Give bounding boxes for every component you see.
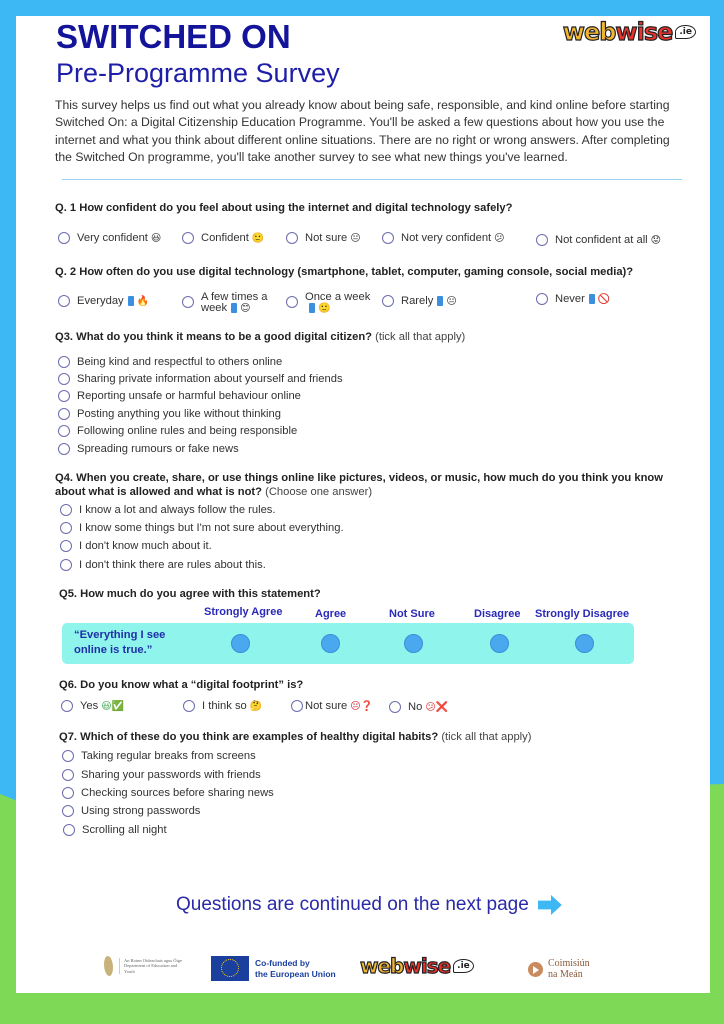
option-label: Posting anything you like without thinking [77, 408, 281, 420]
radio-button[interactable] [62, 805, 74, 817]
q7-option[interactable] [62, 750, 256, 762]
question-text: Q4. When you create, share, or use things online like pictures, videos, or music, how much do you think you know about what is allowed and what is not? [55, 472, 663, 498]
radio-button[interactable] [58, 390, 70, 402]
eu-text-line-2: the European Union [255, 968, 336, 979]
option-label: Spreading rumours or fake news [77, 443, 239, 455]
question-6: Q6. Do you know what a “digital footprint” is? [59, 679, 304, 691]
logo-part-wise: wise [615, 18, 673, 46]
radio-button[interactable] [382, 232, 394, 244]
option-label: Rarely [401, 295, 434, 307]
divider [62, 179, 682, 180]
logo-suffix: .ie [453, 959, 474, 973]
question-5: Q5. How much do you agree with this statement? [59, 588, 321, 600]
question-1: Q. 1 How confident do you feel about using the internet and digital technology safely? [55, 202, 513, 214]
option-label: Not confident at all [555, 234, 648, 246]
option-label: Checking sources before sharing news [81, 787, 274, 799]
q6-option-yes[interactable] [61, 700, 124, 712]
q4-option[interactable] [60, 540, 212, 552]
q4-option[interactable] [60, 559, 266, 571]
q3-option[interactable] [58, 408, 281, 420]
coimisiun-logo [528, 958, 590, 980]
option-label: Scrolling all night [82, 824, 167, 836]
scale-header-not-sure: Not Sure [389, 608, 435, 620]
question-hint: (Choose one answer) [265, 486, 373, 498]
question-7 [59, 731, 531, 743]
radio-button[interactable] [58, 356, 70, 368]
logo-suffix: .ie [675, 25, 696, 39]
radio-button[interactable] [182, 296, 194, 308]
radio-button[interactable] [58, 425, 70, 437]
option-label: I don't know much about it. [79, 540, 212, 552]
statement-text: “Everything I see online is true.” [74, 629, 166, 656]
option-label: I know a lot and always follow the rules. [79, 504, 276, 516]
radio-button[interactable] [61, 700, 73, 712]
question-2: Q. 2 How often do you use digital technology (smartphone, tablet, computer, gaming console, social media)? [55, 266, 634, 278]
radio-button[interactable] [58, 232, 70, 244]
question-text: Q3. What do you think it means to be a good digital citizen? [55, 331, 372, 343]
radio-button[interactable] [183, 700, 195, 712]
option-label: Taking regular breaks from screens [81, 750, 256, 762]
option-label: No [408, 701, 423, 713]
confused-face-icon: 😕 [494, 232, 505, 244]
scale-header-disagree: Disagree [474, 608, 521, 620]
q6-option-i-think-so[interactable] [183, 700, 262, 712]
q6-option-no[interactable] [389, 701, 448, 713]
eu-logo [211, 956, 336, 981]
logo-part-web: web [562, 18, 616, 46]
worried-face-icon: 😟 [650, 234, 662, 246]
radio-button[interactable] [60, 504, 72, 516]
coimisiun-text [548, 958, 590, 980]
likert-option-strongly-disagree[interactable] [575, 634, 594, 653]
likert-option-strongly-agree[interactable] [231, 634, 250, 653]
page-subtitle: Pre-Programme Survey [56, 58, 340, 88]
q4-option[interactable] [60, 504, 276, 516]
eu-text-line-1: Co-funded by [255, 957, 310, 968]
happy-face-icon: 😊 [240, 303, 251, 314]
play-circle-icon [528, 962, 543, 977]
neutral-face-icon: 😐 [446, 295, 457, 307]
cross-mark-icon: 😕❌ [425, 701, 449, 713]
q3-option[interactable] [58, 390, 301, 402]
smiling-face-icon: 🙂 [318, 303, 331, 314]
department-text: An Roinn Oideachais agus Óige Department of Education and Youth [119, 958, 183, 974]
grinning-face-icon: 😃 [150, 232, 162, 244]
option-label: I think so [202, 700, 247, 712]
option-label: Being kind and respectful to others online [77, 356, 283, 368]
q1-option-not-sure[interactable] [286, 232, 361, 244]
smiling-face-icon: 🙂 [251, 232, 265, 244]
radio-button[interactable] [62, 787, 74, 799]
scale-header-agree: Agree [315, 608, 347, 620]
q3-option[interactable] [58, 443, 239, 455]
coimisiun-line-2: na Meán [548, 969, 583, 980]
radio-button[interactable] [62, 750, 74, 762]
option-label: Never [555, 293, 585, 305]
radio-button[interactable] [58, 443, 70, 455]
radio-button[interactable] [58, 373, 70, 385]
webwise-logo [563, 18, 696, 46]
radio-button[interactable] [286, 296, 298, 308]
phone-icon [589, 294, 595, 304]
logo-part-wise: wise [403, 954, 451, 978]
scale-header-strongly-disagree: Strongly Disagree [535, 608, 630, 620]
continue-text: Questions are continued on the next page [176, 894, 529, 915]
option-label: Using strong passwords [81, 805, 201, 817]
scale-header-strongly-agree: Strongly Agree [204, 606, 283, 618]
harp-icon [104, 956, 113, 976]
radio-button[interactable] [60, 522, 72, 534]
intro-paragraph: This survey helps us find out what you already know about being safe, responsible, and kind online before starting Switched On: a Digital Citizenship Education Programme. You'll be asked a few questions about how you use the internet and what you think about different online situations. There are no right or wrong answers. After completing the Switched On programme, you'll take another survey to see what new things you've learned. [55, 98, 670, 164]
radio-button[interactable] [536, 234, 548, 246]
q2-option-rarely[interactable] [382, 295, 457, 307]
radio-button[interactable] [58, 295, 70, 307]
eu-flag-icon [211, 956, 249, 981]
radio-button[interactable] [62, 769, 74, 781]
option-label: I know some things but I'm not sure about everything. [79, 522, 344, 534]
department-logo [104, 956, 183, 976]
phone-icon [231, 303, 237, 313]
question-hint: (tick all that apply) [375, 331, 466, 343]
option-label: Not sure [305, 700, 348, 712]
q7-option[interactable] [62, 769, 261, 781]
radio-button[interactable] [60, 559, 72, 571]
option-label: Following online rules and being responsible [77, 425, 298, 437]
radio-button[interactable] [536, 293, 548, 305]
q2-option-few-times-a-week[interactable] [182, 292, 277, 314]
option-label: Very confident [77, 232, 148, 244]
likert-option-not-sure[interactable] [404, 634, 423, 653]
phone-icon [128, 296, 134, 306]
question-text: Q7. Which of these do you think are examples of healthy digital habits? [59, 731, 439, 743]
option-label: Sharing private information about yourself and friends [77, 373, 343, 385]
option-label: Once a week [305, 291, 371, 303]
radio-button[interactable] [58, 408, 70, 420]
option-label: I don't think there are rules about this. [79, 559, 266, 571]
survey-page [16, 16, 710, 993]
phone-icon [437, 296, 443, 306]
option-label: Confident [201, 232, 249, 244]
continued-next-page [176, 894, 562, 916]
option-label: Sharing your passwords with friends [81, 769, 261, 781]
q7-option[interactable] [63, 824, 167, 836]
fire-icon: 🔥 [136, 295, 150, 307]
q2-option-everyday[interactable] [58, 295, 149, 307]
option-label: Not very confident [401, 232, 492, 244]
option-label: A few times a week [201, 291, 268, 314]
q3-option[interactable] [58, 356, 282, 368]
q3-option[interactable] [58, 425, 297, 437]
q3-option[interactable] [58, 373, 343, 385]
check-mark-icon: 😃✅ [101, 700, 125, 712]
radio-button[interactable] [286, 232, 298, 244]
neutral-face-icon: 😐 [350, 232, 361, 244]
radio-button[interactable] [389, 701, 401, 713]
q2-option-once-a-week[interactable] [286, 292, 377, 314]
option-label: Yes [80, 700, 99, 712]
radio-button[interactable] [63, 824, 75, 836]
option-label: Not sure [305, 232, 348, 244]
radio-button[interactable] [382, 295, 394, 307]
prohibited-icon: 🚫 [597, 293, 611, 305]
question-4 [55, 471, 675, 499]
question-3 [55, 331, 465, 343]
q4-option[interactable] [60, 522, 344, 534]
radio-button[interactable] [291, 700, 303, 712]
thinking-face-icon: 🤔 [249, 700, 263, 712]
likert-option-disagree[interactable] [490, 634, 509, 653]
q2-option-never[interactable] [536, 293, 610, 305]
radio-button[interactable] [60, 540, 72, 552]
question-mark-icon: 😐❓ [350, 700, 374, 712]
eu-text [255, 958, 336, 980]
coimisiun-line-1: Coimisiún [548, 958, 590, 969]
q6-option-not-sure[interactable] [291, 700, 373, 712]
likert-option-agree[interactable] [321, 634, 340, 653]
phone-icon [309, 303, 315, 313]
q1-option-not-very-confident[interactable] [382, 232, 505, 244]
q7-option[interactable] [62, 787, 274, 799]
question-hint: (tick all that apply) [441, 731, 532, 743]
q1-option-confident[interactable] [182, 232, 264, 244]
q1-option-not-confident-at-all[interactable] [536, 234, 661, 246]
q1-option-very-confident[interactable] [58, 232, 161, 244]
option-label: Everyday [77, 295, 124, 307]
option-label: Reporting unsafe or harmful behaviour online [77, 390, 301, 402]
webwise-footer-logo [360, 954, 474, 978]
radio-button[interactable] [182, 232, 194, 244]
page-title: SWITCHED ON [56, 18, 291, 55]
q7-option[interactable] [62, 805, 200, 817]
likert-row [62, 623, 634, 664]
logo-part-web: web [360, 954, 404, 978]
arrow-right-icon[interactable] [538, 895, 562, 915]
